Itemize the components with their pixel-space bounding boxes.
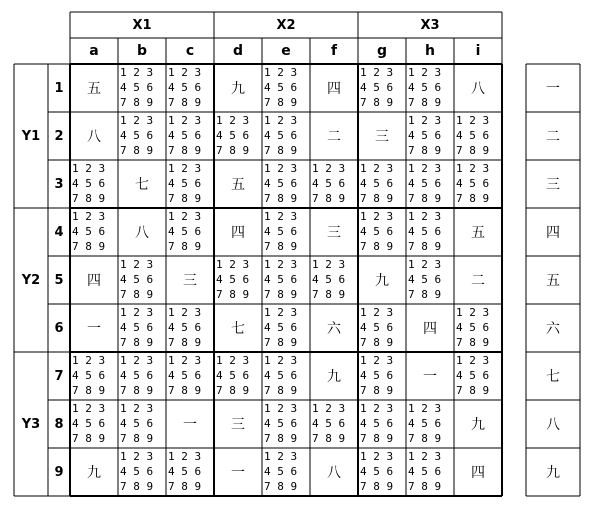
candidate-line: 4 5 6 <box>216 273 250 286</box>
candidate-line: 7 8 9 <box>72 384 106 397</box>
column-letter-i: i <box>475 43 481 59</box>
cell-f1-given[interactable]: 四 <box>310 64 358 112</box>
candidate-line: 7 8 9 <box>456 336 490 349</box>
candidate-line: 7 8 9 <box>456 192 490 205</box>
candidate-line: 4 5 6 <box>168 177 202 190</box>
candidate-line: 1 2 3 <box>312 402 346 415</box>
candidate-line: 1 2 3 <box>456 354 490 367</box>
candidate-line: 7 8 9 <box>360 384 394 397</box>
candidate-line: 1 2 3 <box>120 114 154 127</box>
candidate-line: 4 5 6 <box>312 273 346 286</box>
candidate-line: 1 2 3 <box>120 354 154 367</box>
side-value-8: 八 <box>546 417 560 433</box>
candidate-line: 4 5 6 <box>456 321 490 334</box>
row-number-8: 8 <box>54 416 64 432</box>
candidate-line: 1 2 3 <box>168 162 202 175</box>
side-value-2: 二 <box>546 129 560 145</box>
candidate-line: 7 8 9 <box>168 144 202 157</box>
candidate-line: 1 2 3 <box>312 162 346 175</box>
candidate-line: 7 8 9 <box>408 144 442 157</box>
candidate-line: 7 8 9 <box>264 144 298 157</box>
candidate-line: 7 8 9 <box>312 192 346 205</box>
candidate-line: 7 8 9 <box>408 192 442 205</box>
row-band-label-1: Y1 <box>21 128 41 144</box>
candidate-line: 4 5 6 <box>120 129 154 142</box>
candidate-line: 7 8 9 <box>264 240 298 253</box>
cell-a5-given[interactable]: 四 <box>70 256 118 304</box>
candidate-line: 4 5 6 <box>456 129 490 142</box>
candidate-line: 1 2 3 <box>408 210 442 223</box>
cell-i4-given[interactable]: 五 <box>454 208 502 256</box>
cell-f7-given[interactable]: 九 <box>310 352 358 400</box>
candidate-line: 7 8 9 <box>72 432 106 445</box>
candidate-line: 4 5 6 <box>264 273 298 286</box>
candidate-line: 1 2 3 <box>72 162 106 175</box>
candidate-line: 7 8 9 <box>264 288 298 301</box>
candidate-line: 4 5 6 <box>72 225 106 238</box>
candidate-line: 4 5 6 <box>264 321 298 334</box>
candidate-line: 1 2 3 <box>408 66 442 79</box>
row-number-6: 6 <box>54 320 64 336</box>
candidate-line: 4 5 6 <box>216 369 250 382</box>
candidate-line: 7 8 9 <box>408 432 442 445</box>
candidate-line: 1 2 3 <box>408 114 442 127</box>
candidate-line: 1 2 3 <box>360 450 394 463</box>
row-number-2: 2 <box>54 128 64 144</box>
candidate-line: 1 2 3 <box>360 402 394 415</box>
candidate-line: 1 2 3 <box>216 258 250 271</box>
candidate-line: 1 2 3 <box>408 258 442 271</box>
candidate-line: 7 8 9 <box>456 384 490 397</box>
column-letter-f: f <box>330 43 338 59</box>
candidate-line: 7 8 9 <box>264 432 298 445</box>
candidate-line: 4 5 6 <box>360 81 394 94</box>
candidate-line: 7 8 9 <box>168 192 202 205</box>
candidate-line: 4 5 6 <box>408 225 442 238</box>
cell-d8-given[interactable]: 三 <box>214 400 262 448</box>
candidate-line: 4 5 6 <box>264 225 298 238</box>
candidate-line: 7 8 9 <box>408 96 442 109</box>
candidate-line: 1 2 3 <box>168 66 202 79</box>
candidate-line: 4 5 6 <box>120 417 154 430</box>
candidate-line: 7 8 9 <box>360 192 394 205</box>
cell-d9-given[interactable]: 一 <box>214 448 262 496</box>
candidate-line: 4 5 6 <box>168 129 202 142</box>
candidate-line: 1 2 3 <box>456 114 490 127</box>
cell-c8-given[interactable]: 一 <box>166 400 214 448</box>
cell-g5-given[interactable]: 九 <box>358 256 406 304</box>
side-value-7: 七 <box>546 369 560 385</box>
cell-f2-given[interactable]: 二 <box>310 112 358 160</box>
cell-f9-given[interactable]: 八 <box>310 448 358 496</box>
cell-h6-given[interactable]: 四 <box>406 304 454 352</box>
candidate-line: 4 5 6 <box>360 225 394 238</box>
column-letter-d: d <box>232 43 244 59</box>
candidate-line: 7 8 9 <box>120 96 154 109</box>
candidate-line: 4 5 6 <box>360 321 394 334</box>
candidate-line: 1 2 3 <box>168 210 202 223</box>
candidate-line: 7 8 9 <box>168 384 202 397</box>
candidate-line: 4 5 6 <box>168 321 202 334</box>
candidate-line: 1 2 3 <box>120 66 154 79</box>
candidate-line: 1 2 3 <box>408 402 442 415</box>
candidate-line: 1 2 3 <box>168 114 202 127</box>
row-number-4: 4 <box>54 224 64 240</box>
candidate-line: 1 2 3 <box>408 162 442 175</box>
candidate-line: 1 2 3 <box>264 402 298 415</box>
candidate-line: 4 5 6 <box>408 417 442 430</box>
candidate-line: 4 5 6 <box>456 177 490 190</box>
candidate-line: 7 8 9 <box>264 336 298 349</box>
candidate-line: 1 2 3 <box>216 354 250 367</box>
candidate-line: 1 2 3 <box>360 162 394 175</box>
candidate-line: 1 2 3 <box>264 258 298 271</box>
candidate-line: 1 2 3 <box>120 450 154 463</box>
column-band-label-2: X2 <box>276 17 296 33</box>
candidate-line: 1 2 3 <box>264 66 298 79</box>
candidate-line: 7 8 9 <box>408 480 442 493</box>
cell-a1-given[interactable]: 五 <box>70 64 118 112</box>
candidate-line: 4 5 6 <box>120 81 154 94</box>
candidate-line: 4 5 6 <box>120 465 154 478</box>
side-value-6: 六 <box>546 321 560 337</box>
candidate-line: 4 5 6 <box>408 465 442 478</box>
candidate-line: 7 8 9 <box>168 480 202 493</box>
candidate-line: 4 5 6 <box>408 273 442 286</box>
candidate-line: 7 8 9 <box>120 480 154 493</box>
cell-d1-given[interactable]: 九 <box>214 64 262 112</box>
candidate-line: 7 8 9 <box>120 288 154 301</box>
column-band-label-1: X1 <box>132 17 152 33</box>
candidate-line: 1 2 3 <box>360 66 394 79</box>
candidate-line: 1 2 3 <box>168 450 202 463</box>
candidate-line: 7 8 9 <box>264 96 298 109</box>
column-letter-g: g <box>376 43 388 59</box>
candidate-line: 4 5 6 <box>264 177 298 190</box>
candidate-line: 7 8 9 <box>360 336 394 349</box>
row-band-label-3: Y3 <box>21 416 41 432</box>
candidate-line: 4 5 6 <box>264 369 298 382</box>
cell-h7-given[interactable]: 一 <box>406 352 454 400</box>
candidate-line: 4 5 6 <box>360 369 394 382</box>
candidate-line: 1 2 3 <box>120 258 154 271</box>
row-number-3: 3 <box>54 176 64 192</box>
cell-c5-given[interactable]: 三 <box>166 256 214 304</box>
candidate-line: 1 2 3 <box>72 402 106 415</box>
candidate-line: 1 2 3 <box>408 450 442 463</box>
candidate-line: 7 8 9 <box>168 96 202 109</box>
candidate-line: 4 5 6 <box>408 129 442 142</box>
candidate-line: 1 2 3 <box>168 354 202 367</box>
candidate-line: 4 5 6 <box>264 81 298 94</box>
candidate-line: 7 8 9 <box>312 432 346 445</box>
candidate-line: 4 5 6 <box>120 273 154 286</box>
candidate-line: 1 2 3 <box>264 114 298 127</box>
cell-d6-given[interactable]: 七 <box>214 304 262 352</box>
column-letter-h: h <box>425 43 435 59</box>
row-number-1: 1 <box>54 80 64 96</box>
cell-a6-given[interactable]: 一 <box>70 304 118 352</box>
side-value-9: 九 <box>546 465 560 481</box>
row-number-9: 9 <box>54 464 64 480</box>
candidate-line: 7 8 9 <box>360 240 394 253</box>
candidate-line: 4 5 6 <box>120 369 154 382</box>
candidate-line: 7 8 9 <box>312 288 346 301</box>
candidate-line: 1 2 3 <box>264 354 298 367</box>
side-value-5: 五 <box>546 273 560 289</box>
column-letter-b: b <box>136 43 148 59</box>
side-value-3: 三 <box>546 177 560 193</box>
candidate-line: 7 8 9 <box>408 240 442 253</box>
candidate-line: 4 5 6 <box>168 369 202 382</box>
candidate-line: 1 2 3 <box>360 354 394 367</box>
candidate-line: 7 8 9 <box>408 288 442 301</box>
candidate-line: 1 2 3 <box>72 354 106 367</box>
candidate-line: 7 8 9 <box>216 144 250 157</box>
candidate-line: 7 8 9 <box>120 432 154 445</box>
candidate-line: 4 5 6 <box>408 81 442 94</box>
cell-f6-given[interactable]: 六 <box>310 304 358 352</box>
column-letter-a: a <box>89 43 99 59</box>
cell-a2-given[interactable]: 八 <box>70 112 118 160</box>
row-band-label-2: Y2 <box>21 272 41 288</box>
candidate-line: 1 2 3 <box>168 306 202 319</box>
row-number-5: 5 <box>54 272 64 288</box>
candidate-line: 4 5 6 <box>72 177 106 190</box>
candidate-line: 4 5 6 <box>312 417 346 430</box>
cell-b4-given[interactable]: 八 <box>118 208 166 256</box>
candidate-line: 4 5 6 <box>168 225 202 238</box>
candidate-line: 4 5 6 <box>72 369 106 382</box>
candidate-line: 4 5 6 <box>312 177 346 190</box>
row-number-7: 7 <box>54 368 64 384</box>
candidate-line: 1 2 3 <box>120 306 154 319</box>
candidate-line: 7 8 9 <box>72 192 106 205</box>
candidate-line: 7 8 9 <box>120 336 154 349</box>
candidate-line: 4 5 6 <box>264 417 298 430</box>
candidate-line: 4 5 6 <box>360 465 394 478</box>
cell-b3-given[interactable]: 七 <box>118 160 166 208</box>
candidate-line: 4 5 6 <box>216 129 250 142</box>
candidate-line: 7 8 9 <box>120 144 154 157</box>
candidate-line: 7 8 9 <box>120 384 154 397</box>
candidate-line: 7 8 9 <box>216 384 250 397</box>
cell-i1-given[interactable]: 八 <box>454 64 502 112</box>
cell-i8-given[interactable]: 九 <box>454 400 502 448</box>
candidate-line: 1 2 3 <box>264 210 298 223</box>
cell-i9-given[interactable]: 四 <box>454 448 502 496</box>
candidate-line: 1 2 3 <box>120 402 154 415</box>
candidate-line: 7 8 9 <box>360 480 394 493</box>
candidate-line: 1 2 3 <box>456 306 490 319</box>
candidate-line: 7 8 9 <box>264 192 298 205</box>
candidate-line: 4 5 6 <box>120 321 154 334</box>
cell-i5-given[interactable]: 二 <box>454 256 502 304</box>
candidate-line: 7 8 9 <box>360 432 394 445</box>
candidate-line: 4 5 6 <box>264 129 298 142</box>
column-letter-e: e <box>281 43 291 59</box>
candidate-line: 1 2 3 <box>264 162 298 175</box>
candidate-line: 4 5 6 <box>264 465 298 478</box>
candidate-line: 1 2 3 <box>264 306 298 319</box>
candidate-line: 4 5 6 <box>360 417 394 430</box>
candidate-line: 7 8 9 <box>72 240 106 253</box>
candidate-line: 4 5 6 <box>168 465 202 478</box>
candidate-line: 7 8 9 <box>168 336 202 349</box>
cell-d4-given[interactable]: 四 <box>214 208 262 256</box>
candidate-line: 7 8 9 <box>360 96 394 109</box>
candidate-line: 4 5 6 <box>456 369 490 382</box>
candidate-line: 4 5 6 <box>408 177 442 190</box>
cell-g2-given[interactable]: 三 <box>358 112 406 160</box>
candidate-line: 1 2 3 <box>312 258 346 271</box>
candidate-line: 1 2 3 <box>360 306 394 319</box>
cell-a9-given[interactable]: 九 <box>70 448 118 496</box>
candidate-line: 1 2 3 <box>264 450 298 463</box>
candidate-line: 7 8 9 <box>216 288 250 301</box>
candidate-line: 1 2 3 <box>360 210 394 223</box>
candidate-line: 1 2 3 <box>456 162 490 175</box>
candidate-line: 1 2 3 <box>72 210 106 223</box>
side-value-4: 四 <box>546 225 560 241</box>
candidate-line: 4 5 6 <box>72 417 106 430</box>
cell-d3-given[interactable]: 五 <box>214 160 262 208</box>
candidate-line: 7 8 9 <box>456 144 490 157</box>
cell-f4-given[interactable]: 三 <box>310 208 358 256</box>
candidate-line: 1 2 3 <box>216 114 250 127</box>
candidate-line: 4 5 6 <box>168 81 202 94</box>
column-letter-c: c <box>185 43 195 59</box>
candidate-line: 7 8 9 <box>264 480 298 493</box>
column-band-label-3: X3 <box>420 17 440 33</box>
side-value-1: 一 <box>546 81 560 97</box>
candidate-line: 7 8 9 <box>264 384 298 397</box>
candidate-line: 4 5 6 <box>360 177 394 190</box>
candidate-line: 7 8 9 <box>168 240 202 253</box>
